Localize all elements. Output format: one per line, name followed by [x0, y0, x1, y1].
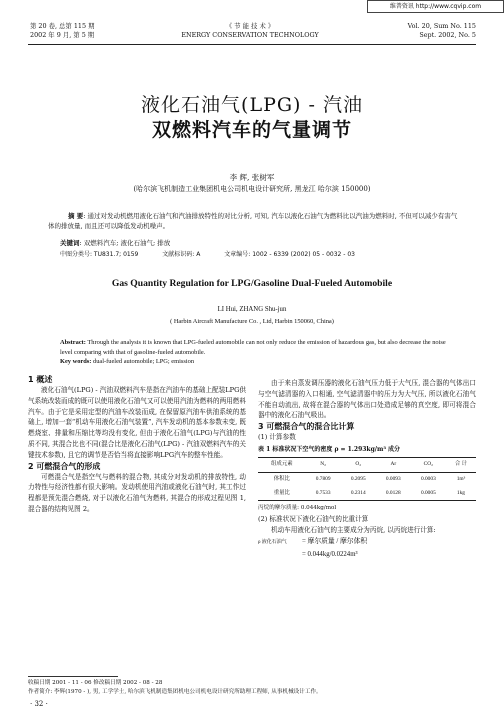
formula-line-1: = 摩尔质量 / 摩尔体积	[302, 537, 368, 545]
formula-line-2: = 0.044kg/0.0224m³	[302, 550, 358, 558]
table-note: 丙烷的摩尔质量: 0.044kg/mol	[258, 505, 337, 512]
table-cell: 1kg	[446, 486, 476, 500]
vol-line: Vol. 20, Sum No. 115	[407, 22, 476, 30]
paper-title-line-1: 液化石油气(LPG) - 汽油	[141, 94, 363, 116]
table-cell: 0.7809	[315, 476, 331, 483]
section-3-heading: 3 可燃混合气的混合比计算	[258, 422, 355, 432]
section-2-paragraph: 可燃混合气是指空气与燃料的混合物, 其成分对发动机的排放特性, 动力特性与经济性都有很大影响。发动机使用汽油或液化石油气时, 其工作过程都是预先混合燃烧, 对于以液化石油气为燃料, 其混合的形成过程见图 1, 混合器的结构见图 2。	[28, 472, 246, 513]
watermark: 维普资讯 http://www.cqvip.com	[367, 0, 504, 13]
abstract-cn	[48, 211, 460, 231]
journal-vol-header	[408, 22, 476, 40]
author-bio: 作者简介: 李辉(1970 - ), 男, 工学学士, 哈尔滨飞机制造集团机电公司机电设计研究所助理工程师, 从事机械设计工作。	[28, 689, 322, 695]
journal-name-header	[150, 22, 350, 40]
table-header-cell: N₂	[306, 457, 341, 472]
table-header-cell: O₂	[341, 457, 376, 472]
subsection-1-heading: (1) 计算参数	[258, 433, 296, 442]
footnote-rule	[28, 676, 118, 677]
keywords-cn	[60, 238, 170, 248]
table-cell: 体积比	[273, 476, 290, 483]
formula-lhs: ρ 液化石油气	[258, 539, 287, 545]
table-cell: 0.7533	[306, 486, 341, 500]
class-number: 中图分类号: TU831.7; 0159	[60, 251, 139, 258]
table-cell: 1m³	[456, 476, 466, 483]
article-number: 文章编号: 1002 - 6339 (2002) 05 - 0032 - 03	[224, 251, 355, 258]
journal-cn-name: 《 节 能 技 术 》	[225, 22, 275, 30]
sept-line: Sept. 2002, No. 5	[419, 31, 476, 39]
journal-en-name: ENERGY CONSERVATION TECHNOLOGY	[181, 31, 319, 39]
table-header-cell: Ar	[376, 457, 411, 472]
table-header-row	[258, 457, 476, 472]
section-1-paragraph: 液化石油气(LPG) - 汽油双燃料汽车是指在汽油车的基础上配装LPG供气系统改装而成的既可以使用液化石油气又可以使用汽油为燃料的两用燃料汽车。由于它是采用定型的汽油车改装而成, 在保留原汽油车供油系统的基础上, 增加一套“机动车用液化石油气装置”, 汽车发动机的基本参数未变, 既燃烧室、排量和压缩比等均没有变化, 但由于液化石油气(LPG)与汽油的性质不同, 其混合比也不同(混合比是液化石油气(LPG) - 汽油双燃料汽车的关键技术参数), 且它的调节是否恰当将直接影响LPG汽车的整车性能。	[28, 386, 246, 459]
affiliation-cn: (哈尔滨飞机制造工业集团机电公司机电设计研究所, 黑龙江 哈尔滨 150000)	[133, 185, 371, 193]
paper-title-en: Gas Quantity Regulation for LPG/Gasoline Dual-Fueled Automobile	[111, 278, 393, 289]
keywords-cn-text: : 双燃料汽车; 液化石油气; 排放	[79, 239, 171, 247]
page-number: · 32 ·	[30, 700, 48, 708]
mixer-paragraph: 由于来自蒸发调压器的液化石油气压力低于大气压, 混合器的气体出口与空气滤清器的入口相通, 空气滤清器中的压力为大气压, 所以液化石油气不能自动流出, 故将在混合器的气体出口处造成足够的真空度, 即可将混合器中的液化石油气吸出。	[258, 379, 476, 420]
authors-en: LI Hui, ZHANG Shu-jun	[217, 306, 287, 313]
abstract-en-label: Abstract:	[60, 339, 86, 346]
volume-line: 第 20 卷, 总第 115 期	[30, 22, 95, 30]
abstract-en	[60, 338, 450, 358]
journal-issue-header	[30, 22, 94, 40]
table-cell: 0.0128	[376, 486, 411, 500]
affiliation-en: ( Harbin Aircraft Manufacture Co. , Ltd, Harbin 150060, China)	[170, 318, 334, 325]
keywords-en	[60, 357, 450, 367]
classification-line	[60, 249, 377, 258]
table-cell: 0.2095	[350, 476, 366, 483]
document-code: 文献标识码: A	[162, 251, 201, 258]
right-column	[258, 378, 476, 561]
table-header-cell: 合 计	[446, 457, 476, 472]
table-cell: 重量比	[258, 486, 306, 500]
table-caption: 表 1 标准状况下空气的密度 ρ = 1.293kg/m³ 成分	[258, 445, 401, 453]
table-row	[258, 486, 476, 500]
keywords-en-label: Key words:	[60, 358, 92, 365]
table-cell: 0.2314	[341, 486, 376, 500]
abstract-cn-label: 摘 要	[68, 212, 84, 220]
table-header-cell: 组成元素	[258, 457, 306, 472]
date-line: 2002 年 9 月, 第 5 期	[30, 31, 95, 39]
authors-cn: 李 辉, 张树军	[229, 173, 275, 182]
paper-title-line-2: 双燃料汽车的气量调节	[151, 119, 352, 141]
received-date: 收稿日期 2001 - 11 - 06 修改稿日期 2002 - 08 - 28	[28, 680, 163, 686]
left-column	[28, 374, 246, 515]
section-2-heading: 2 可燃混合气的形成	[28, 461, 101, 471]
subsection-2-heading: (2) 标准状况下液化石油气的比重计算	[258, 514, 369, 523]
table-cell: 0.0005	[411, 486, 446, 500]
table-cell: 0.0003	[420, 476, 436, 483]
abstract-en-text: Through the analysis it is known that LPG-fueled automobile can not only reduce the emission of hazardous gas, but also decrease the noise level comparing with that of gasoline-fueled automobile.	[60, 339, 446, 356]
header-rule	[28, 44, 476, 45]
abstract-cn-text: : 通过对发动机燃用液化石油气和汽油排放特性的对比分析, 可知, 汽车以液化石油气为燃料比以汽油为燃料时, 不但可以减少有害气体的排放量, 而且还可以降低发动机噪声。	[48, 212, 458, 230]
table-cell: 0.0093	[385, 476, 401, 483]
table-row	[258, 472, 476, 486]
subsection-2-paragraph: 机动车用液化石油气的主要成分为丙烷, 以丙烷进行计算:	[271, 525, 436, 534]
section-1-heading: 1 概述	[28, 375, 53, 384]
density-formula	[258, 536, 476, 561]
table-header-cell: CO₂	[411, 457, 446, 472]
keywords-en-text: dual-fueled automobile; LPG; emission	[91, 358, 195, 365]
air-composition-table	[258, 457, 476, 501]
keywords-cn-label: 关键词	[60, 239, 80, 247]
